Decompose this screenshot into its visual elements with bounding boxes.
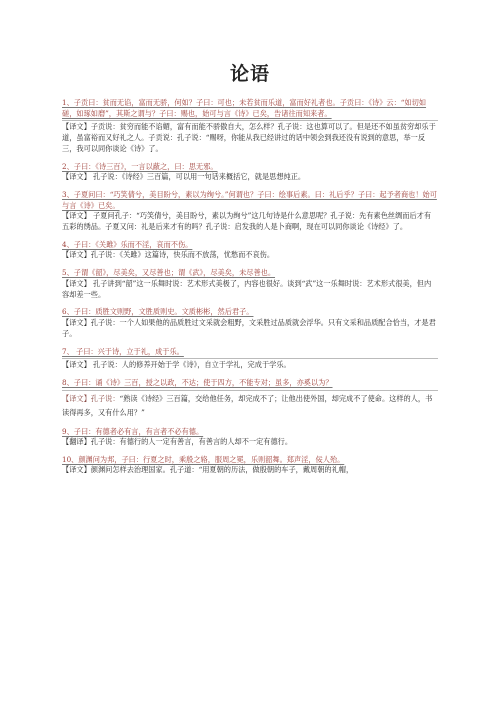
passage-quote: 6、子曰：质胜文则野，文胜质则史。文质彬彬，然后君子。 [62, 307, 254, 317]
passage-7 [62, 347, 438, 371]
passage-4 [62, 240, 438, 261]
passage-translation: 【译文】颜渊问怎样去治理国家。孔子道：“用夏朝的历法，做殷朝的车子，戴周朝的礼帽， [62, 465, 354, 475]
divider [62, 358, 438, 359]
passage-1 [62, 98, 438, 155]
passage-quote: 2、子曰：《诗三百》，一言以蔽之，曰：思无邪。 [62, 161, 218, 171]
passage-3 [62, 190, 438, 233]
translation-body: “熟读《诗经》三百篇，交给他任务，却完成不了；让他出使外国，却完成不了使命。这样的人，书读得再多，又有什么用？” [62, 393, 433, 417]
passage-quote: 3、子夏问曰：“巧笑倩兮，美目盼兮，素以为绚兮。”何谓也？子曰：绘事后素。曰：礼后乎？子曰：起予者商也！始可与言《诗》已矣。 [62, 189, 437, 210]
passage-8 [62, 378, 438, 420]
divider [62, 390, 438, 391]
passage-2 [62, 162, 438, 183]
passage-translation: 【译文】 孔子讲到“韶”这一乐舞时说：艺术形式美极了，内容也很好。谈到“武”这一乐舞时说：艺术形式很美，但内容却差一些。 [62, 278, 432, 299]
passage-5 [62, 268, 438, 300]
passage-translation: 【译文】孔子说：《关雎》这篇诗，快乐而不放荡，忧愁而不哀伤。 [62, 250, 275, 260]
passage-translation [62, 392, 438, 420]
translation-lead: 【译文】孔子说： [62, 393, 120, 403]
passage-translation: 【翻译】孔子说：有德行的人一定有善言，有善言的人却不一定有德行。 [62, 437, 293, 447]
passage-10 [62, 455, 438, 476]
passage-quote: 4、子曰：《关雎》乐而不淫，哀而不伤。 [62, 239, 193, 249]
passage-quote: 8、子曰：诵《诗》三百，授之以政，不达；使于四方，不能专对；虽多，亦奚以为？ [62, 377, 333, 387]
page-title: 论语 [229, 63, 270, 85]
passage-9 [62, 427, 438, 448]
passage-translation: 【译文】 孔子说：《诗经》三百篇，可以用一句话来概括它，就是思想纯正。 [62, 172, 306, 182]
passage-quote: 9、子曰：有德者必有言，有言者不必有德。 [62, 426, 204, 436]
passage-6 [62, 307, 438, 339]
passage-quote: 10、颜渊问为邦，子曰：行夏之时，乘殷之辂，服周之冕，乐则韶舞。郑声淫，佞人殆。 [62, 454, 345, 464]
passage-translation: 【译文】 子夏问孔子：“巧笑倩兮，美目盼兮，素以为绚兮”这几句诗是什么意思呢？孔子说：先有素色丝绸而后才有五彩的绣品。子夏又问：礼是后来才有的吗？孔子说：启发我的人是卜商啊，现在可以同你谈论《诗经》了。 [62, 211, 432, 231]
passage-quote: 7、 子曰：兴于诗，立于礼，成于乐。 [62, 346, 184, 356]
passage-translation: 【译文】子贡说：贫穷而能不谄媚，富有而能不骄傲自大，怎么样？孔子说：这也算可以了。但是还不如虽贫穷却乐于道，虽富裕而又好礼之人。子贡说：孔子说：“赐呀，你能从我已经讲过的话中领会到我还没有说到的意思，举一反三，我可以同你谈论《诗》了。 [62, 122, 436, 153]
divider [62, 120, 438, 121]
passage-quote: 5、子谓《韶》，尽美矣，又尽善也；谓《武》，尽美矣，未尽善也。 [62, 268, 276, 278]
passage-translation: 【译文】 孔子说：人的修养开始于学《诗》，自立于学礼，完成于学乐。 [62, 360, 291, 370]
passage-quote: 1、子贡曰：贫而无谄，富而无骄，何如？子曰：可也；未若贫而乐道，富而好礼者也。子贡曰：《诗》云：“如切如磋，如琢如磨”，其斯之谓与？子曰：赐也，始可与言《诗》已矣，告诸往而知来者。 [62, 98, 427, 118]
passage-translation: 【译文】孔子说：一个人如果他的品质胜过文采就会粗野，文采胜过品质就会浮华。只有文采和品质配合恰当，才是君子。 [62, 317, 436, 338]
